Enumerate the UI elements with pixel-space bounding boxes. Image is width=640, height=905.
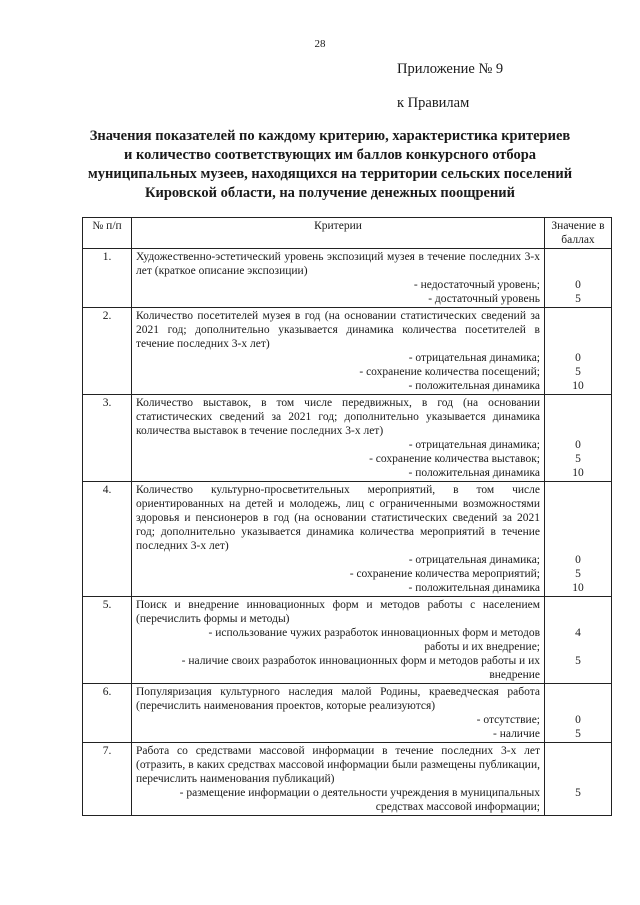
page-number: 28	[314, 38, 326, 50]
criterion-cell	[132, 743, 545, 816]
criterion-cell	[132, 684, 545, 743]
criterion-cell	[132, 249, 545, 308]
option-score: 4	[575, 627, 581, 639]
option-label: - положительная динамика	[408, 380, 540, 392]
score-cell	[545, 249, 612, 308]
document-title	[60, 127, 600, 203]
criterion-option	[136, 567, 540, 581]
row-number: 3.	[83, 395, 132, 482]
criteria-table	[82, 217, 612, 816]
option-label: - наличие своих разработок инновационных форм и методов работы и их внедрение	[181, 655, 540, 681]
row-number: 6.	[83, 684, 132, 743]
score-cell	[545, 482, 612, 597]
criterion-description: Количество посетителей музея в год (на основании статистических сведений за 2021 год; дополнительно указывается динамика количества посетителей в течение последних 3-х лет)	[136, 310, 540, 350]
table-row	[83, 743, 612, 816]
option-score: 5	[575, 453, 581, 465]
option-score: 10	[572, 582, 584, 594]
option-label: - отсутствие;	[476, 714, 540, 726]
option-label: - отрицательная динамика;	[408, 439, 540, 451]
option-label: - размещение информации о деятельности учреждения в муниципальных средствах массовой информации;	[179, 787, 540, 813]
option-label: - отрицательная динамика;	[408, 554, 540, 566]
row-number: 2.	[83, 308, 132, 395]
option-label: - отрицательная динамика;	[408, 352, 540, 364]
criterion-option	[136, 553, 540, 567]
score-cell	[545, 395, 612, 482]
score-cell	[545, 743, 612, 816]
option-score: 0	[575, 714, 581, 726]
score-cell	[545, 308, 612, 395]
row-number: 5.	[83, 597, 132, 684]
title-line: муниципальных музеев, находящихся на территории сельских поселений	[87, 166, 573, 182]
criterion-option	[136, 654, 540, 682]
criterion-description: Количество культурно-просветительных мероприятий, в том числе ориентированных на детей и молодежь, лиц с ограниченными возможностями здоровья и пенсионеров в год (на основании статистических сведений за 2021 год; дополнительно указывается динамика количества мероприятий в течение последних 3-х лет)	[136, 484, 540, 552]
option-label: - положительная динамика	[408, 582, 540, 594]
criterion-cell	[132, 482, 545, 597]
table-row	[83, 249, 612, 308]
criterion-option	[136, 351, 540, 365]
option-score: 10	[572, 467, 584, 479]
table-row	[83, 308, 612, 395]
criterion-description: Поиск и внедрение инновационных форм и методов работы с населением (перечислить формы и методы)	[136, 599, 540, 625]
rules-reference: к Правилам	[397, 95, 470, 111]
criterion-option	[136, 452, 540, 466]
header-criteria: Критерии	[132, 218, 545, 249]
criterion-option	[136, 786, 540, 814]
option-score: 0	[575, 554, 581, 566]
option-score: 5	[575, 366, 581, 378]
criterion-option	[136, 581, 540, 595]
criterion-description: Количество выставок, в том числе передвижных, в год (на основании статистических сведений за 2021 год; дополнительно указывается динамика количества выставок в течение последних 3-х лет)	[136, 397, 540, 437]
score-cell	[545, 597, 612, 684]
header-value: Значение в баллах	[545, 218, 612, 249]
appendix-label: Приложение № 9	[397, 61, 504, 77]
criterion-option	[136, 626, 540, 654]
criterion-option	[136, 727, 540, 741]
option-label: - достаточный уровень	[428, 293, 540, 305]
row-number: 1.	[83, 249, 132, 308]
title-line: Кировской области, на получение денежных поощрений	[144, 185, 516, 201]
option-label: - сохранение количества выставок;	[369, 453, 540, 465]
option-label: - наличие	[493, 728, 540, 740]
option-score: 5	[575, 655, 581, 667]
table-header-row	[83, 218, 612, 249]
row-number: 4.	[83, 482, 132, 597]
row-number: 7.	[83, 743, 132, 816]
option-score: 0	[575, 439, 581, 451]
table-row	[83, 395, 612, 482]
option-score: 5	[575, 293, 581, 305]
criterion-option	[136, 466, 540, 480]
option-label: - сохранение количества мероприятий;	[349, 568, 540, 580]
option-score: 0	[575, 352, 581, 364]
criteria-table-body	[83, 249, 612, 816]
criterion-description: Популяризация культурного наследия малой Родины, краеведческая работа (перечислить наименования проектов, которые реализуются)	[136, 686, 540, 712]
criterion-cell	[132, 308, 545, 395]
header-number: № п/п	[83, 218, 132, 249]
criterion-cell	[132, 395, 545, 482]
criterion-option	[136, 713, 540, 727]
option-label: - положительная динамика	[408, 467, 540, 479]
option-label: - использование чужих разработок инновационных форм и методов работы и их внедрение;	[208, 627, 540, 653]
criterion-option	[136, 278, 540, 292]
criterion-option	[136, 379, 540, 393]
title-line: и количество соответствующих им баллов конкурсного отбора	[123, 147, 537, 163]
criterion-option	[136, 292, 540, 306]
option-score: 0	[575, 279, 581, 291]
option-label: - недостаточный уровень;	[413, 279, 540, 291]
table-row	[83, 482, 612, 597]
table-row	[83, 684, 612, 743]
option-label: - сохранение количества посещений;	[359, 366, 540, 378]
criterion-option	[136, 438, 540, 452]
table-row	[83, 597, 612, 684]
option-score: 5	[575, 728, 581, 740]
option-score: 10	[572, 380, 584, 392]
criterion-option	[136, 365, 540, 379]
option-score: 5	[575, 568, 581, 580]
score-cell	[545, 684, 612, 743]
option-score: 5	[575, 787, 581, 799]
criterion-description: Работа со средствами массовой информации в течение последних 3-х лет (отразить, в каких средствах массовой информации были размещены публикации, перечислить наименования публикаций)	[136, 745, 540, 785]
title-line: Значения показателей по каждому критерию, характеристика критериев	[89, 128, 571, 144]
criterion-description: Художественно-эстетический уровень экспозиций музея в течение последних 3-х лет (краткое описание экспозиции)	[136, 251, 540, 277]
criterion-cell	[132, 597, 545, 684]
